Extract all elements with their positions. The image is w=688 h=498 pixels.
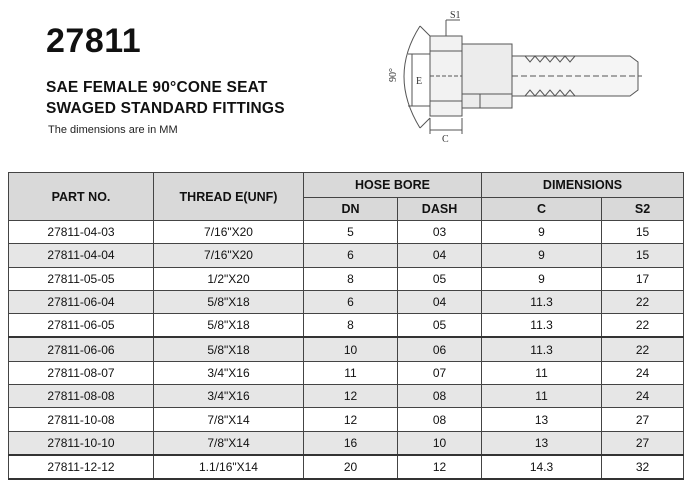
cell-c: 11	[482, 385, 602, 408]
cell-c: 11.3	[482, 337, 602, 361]
table-row	[9, 290, 684, 313]
part-number-title: 27811	[46, 22, 142, 60]
cell-part-no: 27811-04-03	[9, 221, 154, 244]
cell-dash: 08	[398, 385, 482, 408]
cell-dn: 8	[304, 267, 398, 290]
cell-thread: 5/8"X18	[154, 337, 304, 361]
table-row	[9, 267, 684, 290]
cell-dn: 5	[304, 221, 398, 244]
cell-part-no: 27811-10-08	[9, 408, 154, 431]
cell-part-no: 27811-10-10	[9, 431, 154, 455]
cell-dn: 16	[304, 431, 398, 455]
cell-c: 14.3	[482, 455, 602, 479]
table-row	[9, 408, 684, 431]
label-c: C	[442, 134, 449, 145]
cell-c: 9	[482, 244, 602, 267]
cell-part-no: 27811-06-05	[9, 314, 154, 338]
cell-dash: 08	[398, 408, 482, 431]
cell-dn: 6	[304, 244, 398, 267]
cell-s2: 27	[602, 408, 684, 431]
cell-dn: 20	[304, 455, 398, 479]
product-title-line-1: SAE FEMALE 90°CONE SEAT	[46, 79, 268, 96]
cell-c: 11.3	[482, 290, 602, 313]
cell-part-no: 27811-06-06	[9, 337, 154, 361]
cell-thread: 3/4"X16	[154, 385, 304, 408]
header-thread: THREAD E(UNF)	[154, 173, 304, 221]
cell-thread: 3/4"X16	[154, 361, 304, 384]
cell-s2: 15	[602, 244, 684, 267]
cell-s2: 15	[602, 221, 684, 244]
cell-s2: 22	[602, 314, 684, 338]
cell-dn: 11	[304, 361, 398, 384]
cell-c: 9	[482, 221, 602, 244]
table-row	[9, 337, 684, 361]
table-row	[9, 455, 684, 479]
cell-thread: 7/16"X20	[154, 244, 304, 267]
table-body	[9, 221, 684, 480]
cell-thread: 7/8"X14	[154, 431, 304, 455]
cell-dash: 07	[398, 361, 482, 384]
cell-thread: 7/8"X14	[154, 408, 304, 431]
cell-part-no: 27811-08-07	[9, 361, 154, 384]
cell-s2: 27	[602, 431, 684, 455]
cell-thread: 7/16"X20	[154, 221, 304, 244]
cell-s2: 22	[602, 337, 684, 361]
header-dimensions: DIMENSIONS	[482, 173, 684, 198]
cell-dash: 10	[398, 431, 482, 455]
cell-dn: 10	[304, 337, 398, 361]
cell-s2: 24	[602, 385, 684, 408]
cell-s2: 22	[602, 290, 684, 313]
label-e: E	[416, 76, 423, 87]
cell-dn: 12	[304, 385, 398, 408]
label-angle: 90°	[388, 68, 399, 82]
header-part-no: PART NO.	[9, 173, 154, 221]
table-row	[9, 244, 684, 267]
cell-dn: 6	[304, 290, 398, 313]
cell-dash: 03	[398, 221, 482, 244]
table-row	[9, 314, 684, 338]
cell-dash: 04	[398, 244, 482, 267]
header-dn: DN	[304, 198, 398, 221]
cell-part-no: 27811-06-04	[9, 290, 154, 313]
cell-part-no: 27811-12-12	[9, 455, 154, 479]
product-title-line-2: SWAGED STANDARD FITTINGS	[46, 100, 285, 117]
fitting-technical-drawing	[380, 6, 650, 146]
cell-s2: 24	[602, 361, 684, 384]
cell-thread: 5/8"X18	[154, 290, 304, 313]
header-hose-bore: HOSE BORE	[304, 173, 482, 198]
cell-c: 11	[482, 361, 602, 384]
table-row	[9, 221, 684, 244]
cell-dn: 8	[304, 314, 398, 338]
label-s1: S1	[450, 10, 461, 21]
header-s2: S2	[602, 198, 684, 221]
cell-dash: 06	[398, 337, 482, 361]
cell-s2: 17	[602, 267, 684, 290]
cell-part-no: 27811-04-04	[9, 244, 154, 267]
table-row	[9, 361, 684, 384]
units-note: The dimensions are in MM	[48, 124, 178, 136]
table-row	[9, 431, 684, 455]
cell-c: 9	[482, 267, 602, 290]
dimensions-table	[8, 172, 684, 480]
cell-dash: 12	[398, 455, 482, 479]
cell-c: 13	[482, 408, 602, 431]
cell-s2: 32	[602, 455, 684, 479]
cell-dash: 04	[398, 290, 482, 313]
cell-part-no: 27811-05-05	[9, 267, 154, 290]
cell-thread: 5/8"X18	[154, 314, 304, 338]
cell-thread: 1/2"X20	[154, 267, 304, 290]
cell-dash: 05	[398, 267, 482, 290]
header-c: C	[482, 198, 602, 221]
cell-thread: 1.1/16"X14	[154, 455, 304, 479]
cell-dash: 05	[398, 314, 482, 338]
cell-part-no: 27811-08-08	[9, 385, 154, 408]
cell-c: 11.3	[482, 314, 602, 338]
table-row	[9, 385, 684, 408]
header-dash: DASH	[398, 198, 482, 221]
cell-dn: 12	[304, 408, 398, 431]
cell-c: 13	[482, 431, 602, 455]
